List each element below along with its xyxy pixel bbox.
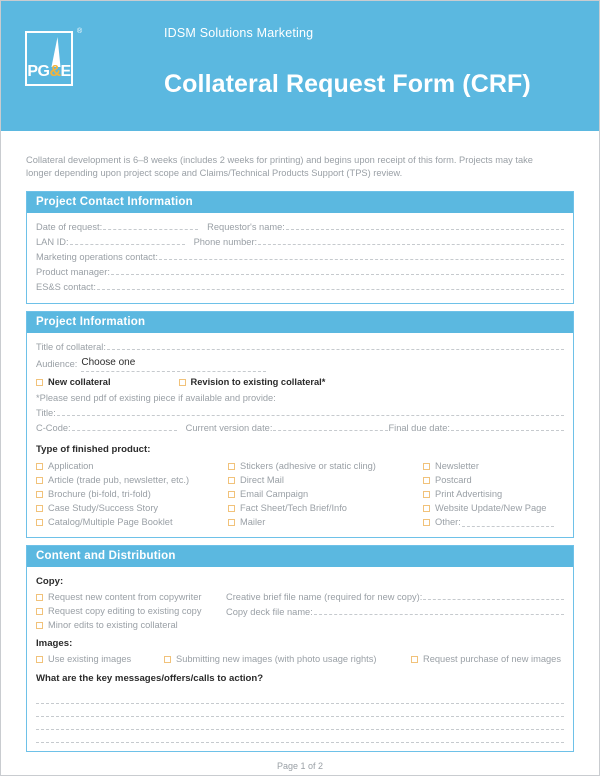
checkbox-icon[interactable] <box>36 608 43 615</box>
label-copy: Copy: <box>36 576 64 587</box>
checkbox-icon[interactable] <box>423 463 430 470</box>
pge-logo-box <box>25 31 73 86</box>
input-c-code[interactable] <box>72 421 177 431</box>
section-project-information <box>26 311 574 538</box>
logo-ampersand: & <box>49 63 61 80</box>
checkbox-label: Newsletter <box>435 461 479 471</box>
checkbox-icon[interactable] <box>36 505 43 512</box>
checkbox-image-option[interactable] <box>36 652 164 666</box>
checkbox-product-type[interactable] <box>36 501 228 515</box>
checkbox-label: Fact Sheet/Tech Brief/Info <box>240 503 347 513</box>
section-body-project <box>27 333 573 537</box>
checkbox-product-type[interactable] <box>36 487 228 501</box>
checkbox-icon[interactable] <box>36 656 43 663</box>
checkbox-icon[interactable] <box>423 477 430 484</box>
checkbox-copy-option[interactable] <box>36 590 226 604</box>
checkbox-label-revision-to-existing: Revision to existing collateral* <box>190 377 326 387</box>
checkbox-icon[interactable] <box>36 491 43 498</box>
label-date-of-request: Date of request: <box>36 222 103 232</box>
label-requestors-name: Requestor's name: <box>207 222 285 232</box>
row-ccode-dates <box>36 421 564 436</box>
checkbox-new-collateral[interactable] <box>36 375 111 389</box>
checkbox-product-type[interactable] <box>36 459 228 473</box>
images-options-row <box>36 652 564 666</box>
checkbox-label: Submitting new images (with photo usage rights) <box>176 654 377 664</box>
input-requestors-name[interactable] <box>286 220 564 230</box>
row-collateral-type-choice <box>36 375 564 389</box>
pge-logo <box>25 28 85 90</box>
answer-line[interactable] <box>36 717 564 730</box>
label-lan-id: LAN ID: <box>36 237 69 247</box>
input-ess-contact[interactable] <box>97 280 564 290</box>
label-title-of-collateral: Title of collateral: <box>36 342 106 352</box>
key-messages-answer-area <box>36 691 564 743</box>
input-existing-title[interactable] <box>57 406 564 416</box>
checkbox-label-other: Other: <box>435 517 461 527</box>
checkbox-icon[interactable] <box>423 519 430 526</box>
section-project-contact-information <box>26 191 574 304</box>
checkbox-image-option[interactable] <box>164 652 411 666</box>
checkbox-product-type[interactable] <box>36 515 228 529</box>
checkbox-revision-to-existing[interactable] <box>179 375 326 389</box>
label-key-messages-question: What are the key messages/offers/calls to action? <box>36 673 264 684</box>
checkbox-label: Case Study/Success Story <box>48 503 159 513</box>
row-creative-brief-file-name <box>226 590 564 605</box>
input-creative-brief-file-name[interactable] <box>423 590 564 600</box>
checkbox-product-type[interactable] <box>228 459 423 473</box>
label-audience: Audience: <box>36 359 78 369</box>
label-ess-contact: ES&S contact: <box>36 282 96 292</box>
input-marketing-operations-contact[interactable] <box>159 250 564 260</box>
label-creative-brief-file-name: Creative brief file name (required for new copy): <box>226 592 423 602</box>
checkbox-product-type[interactable] <box>423 501 564 515</box>
label-c-code: C-Code: <box>36 423 71 433</box>
pge-logo-text <box>27 64 71 80</box>
checkbox-label: Stickers (adhesive or static cling) <box>240 461 376 471</box>
checkbox-icon[interactable] <box>411 656 418 663</box>
intro-text: Collateral development is 6–8 weeks (includes 2 weeks for printing) and begins upon receipt of this form. Projects may take longer depending upon project scope and Claims/Technical Products Support (TPS) review. <box>26 155 533 178</box>
input-product-manager[interactable] <box>111 265 564 275</box>
section-body-content <box>27 567 573 751</box>
row-audience <box>36 355 564 372</box>
images-column-3 <box>411 652 564 666</box>
checkbox-icon[interactable] <box>164 656 171 663</box>
row-lanid-and-phone <box>36 235 564 250</box>
checkbox-label: Catalog/Multiple Page Booklet <box>48 517 173 527</box>
registered-trademark-icon: ® <box>77 28 83 35</box>
checkbox-product-type[interactable] <box>228 515 423 529</box>
label-current-version-date: Current version date: <box>185 423 273 433</box>
header-subtitle: IDSM Solutions Marketing <box>164 26 314 40</box>
label-product-manager: Product manager: <box>36 267 110 277</box>
checkbox-icon[interactable] <box>36 622 43 629</box>
page-header <box>1 1 599 131</box>
checkbox-icon[interactable] <box>228 505 235 512</box>
pdf-note: *Please send pdf of existing piece if available and provide: <box>36 393 276 403</box>
copy-grid <box>36 590 564 632</box>
checkbox-product-type[interactable] <box>36 473 228 487</box>
copy-options-column <box>36 590 226 632</box>
checkbox-icon[interactable] <box>36 477 43 484</box>
checkbox-product-type[interactable] <box>228 501 423 515</box>
checkbox-icon[interactable] <box>228 519 235 526</box>
label-type-of-finished-product: Type of finished product: <box>36 444 151 455</box>
row-marketing-operations-contact <box>36 250 564 265</box>
answer-line[interactable] <box>36 691 564 704</box>
answer-line[interactable] <box>36 704 564 717</box>
checkbox-label: Direct Mail <box>240 475 284 485</box>
checkbox-icon[interactable] <box>228 477 235 484</box>
checkbox-icon[interactable] <box>36 519 43 526</box>
checkbox-product-type[interactable] <box>423 473 564 487</box>
checkbox-label: Minor edits to existing collateral <box>48 620 178 630</box>
label-existing-title: Title: <box>36 408 56 418</box>
checkbox-icon[interactable] <box>36 594 43 601</box>
input-phone-number[interactable] <box>258 235 564 245</box>
input-title-of-collateral[interactable] <box>107 340 564 350</box>
section-content-and-distribution <box>26 545 574 752</box>
checkbox-icon[interactable] <box>36 379 43 386</box>
row-ess-contact <box>36 280 564 295</box>
checkbox-product-type[interactable] <box>228 487 423 501</box>
product-type-grid <box>36 459 564 529</box>
checkbox-label: Request purchase of new images <box>423 654 561 664</box>
input-final-due-date[interactable] <box>451 421 564 431</box>
page-footer: Page 1 of 2 <box>276 761 324 771</box>
checkbox-product-type[interactable] <box>423 459 564 473</box>
checkbox-icon[interactable] <box>179 379 186 386</box>
page-title: Collateral Request Form (CRF) <box>164 70 531 98</box>
images-column-2 <box>164 652 411 666</box>
row-copy-deck-file-name <box>226 605 564 620</box>
row-title-of-collateral <box>36 340 564 355</box>
product-type-column-3 <box>423 459 564 529</box>
audience-select[interactable]: Choose one <box>81 355 266 372</box>
input-current-version-date[interactable] <box>273 421 388 431</box>
checkbox-label: Use existing images <box>48 654 132 664</box>
images-column-1 <box>36 652 164 666</box>
input-product-type-other[interactable] <box>462 518 554 527</box>
checkbox-product-type[interactable] <box>423 487 564 501</box>
row-existing-title <box>36 406 564 421</box>
checkbox-icon[interactable] <box>228 463 235 470</box>
input-lan-id[interactable] <box>70 235 185 245</box>
label-images: Images: <box>36 638 73 649</box>
logo-e: E <box>60 63 71 80</box>
row-date-and-requestor <box>36 220 564 235</box>
checkbox-label-new-collateral: New collateral <box>48 377 111 387</box>
label-marketing-operations-contact: Marketing operations contact: <box>36 252 158 262</box>
input-copy-deck-file-name[interactable] <box>314 605 564 615</box>
checkbox-label: Print Advertising <box>435 489 503 499</box>
checkbox-image-option[interactable] <box>411 652 564 666</box>
label-final-due-date: Final due date: <box>388 423 450 433</box>
section-header-content: Content and Distribution <box>27 546 573 567</box>
checkbox-copy-option[interactable] <box>36 604 226 618</box>
checkbox-label: Article (trade pub, newsletter, etc.) <box>48 475 190 485</box>
row-product-manager <box>36 265 564 280</box>
section-header-project: Project Information <box>27 312 573 333</box>
checkbox-label: Website Update/New Page <box>435 503 547 513</box>
section-body-contact <box>27 213 573 303</box>
checkbox-label: Request new content from copywriter <box>48 592 202 602</box>
page-body <box>1 154 599 771</box>
checkbox-icon[interactable] <box>36 463 43 470</box>
checkbox-icon[interactable] <box>228 491 235 498</box>
label-copy-deck-file-name: Copy deck file name: <box>226 607 313 617</box>
checkbox-product-type[interactable] <box>228 473 423 487</box>
label-phone-number: Phone number: <box>193 237 258 247</box>
checkbox-label: Postcard <box>435 475 472 485</box>
product-type-column-2 <box>228 459 423 529</box>
checkbox-copy-option[interactable] <box>36 618 226 632</box>
checkbox-product-type-other[interactable] <box>423 515 564 529</box>
checkbox-label: Brochure (bi-fold, tri-fold) <box>48 489 151 499</box>
answer-line[interactable] <box>36 730 564 743</box>
checkbox-icon[interactable] <box>423 505 430 512</box>
logo-pg: PG <box>27 63 50 80</box>
checkbox-label: Mailer <box>240 517 266 527</box>
copy-files-column <box>226 590 564 632</box>
checkbox-label: Application <box>48 461 94 471</box>
checkbox-label: Email Campaign <box>240 489 309 499</box>
product-type-column-1 <box>36 459 228 529</box>
checkbox-icon[interactable] <box>423 491 430 498</box>
checkbox-label: Request copy editing to existing copy <box>48 606 202 616</box>
input-date-of-request[interactable] <box>103 220 198 230</box>
section-header-contact: Project Contact Information <box>27 192 573 213</box>
